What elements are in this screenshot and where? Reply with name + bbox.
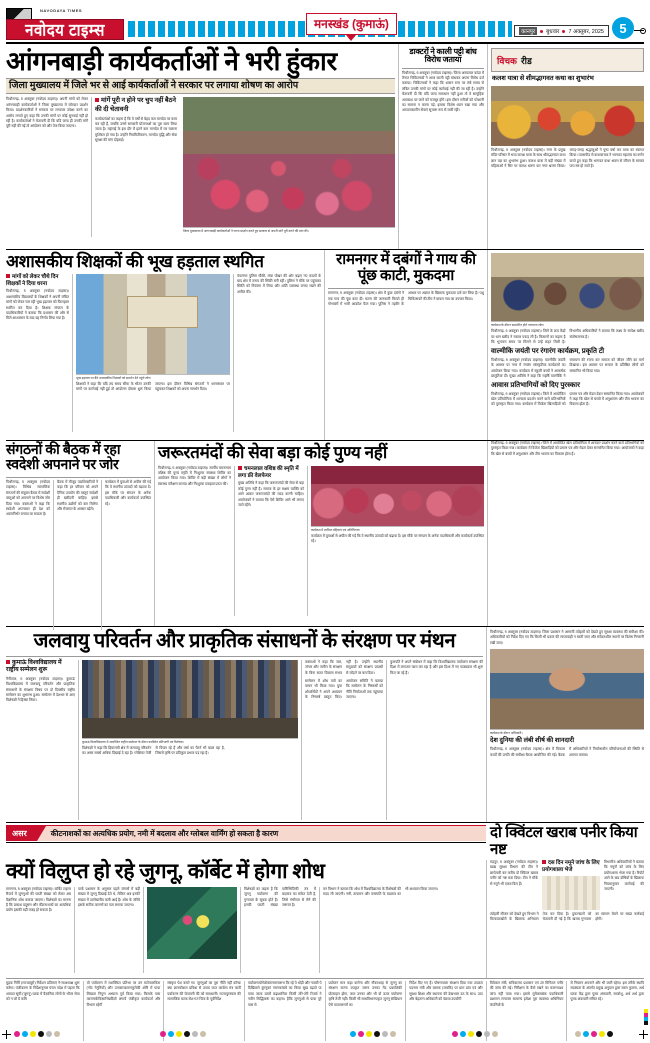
sec2-right-text-top: पिथौरागढ़, 6 अक्तूबर (नवोदय टाइम्स)। जिले के क्रय केंद्रों पर धान खरीद ने रफ्तार पकड़ ली है। किसानों का कहना है कि भुगतान समय पर मिलने से उन्हें राहत मिली है। विभागीय अधिकारियों ने बताया कि लक्ष्य के सापेक्ष खरीद संतोषजनक है। (491, 329, 644, 344)
sec4-text-d: सम्मेलन में शोध पत्रों का वाचन भी किया गया। युवा शोधार्थियों ने अपने अध्ययन के निष्कर्ष प्रस्तुत किए। आयोजन समिति ने बताया कि सम्मेलन के निष्कर्षों को नीति निर्माताओं तक पहुंचाया जाएगा। (305, 678, 383, 700)
sec3-headline-right: जरूरतमंदों की सेवा बड़ा कोई पुण्य नहीं (158, 443, 388, 462)
section-three (6, 441, 644, 626)
asar-row (6, 825, 644, 858)
bottom-text-g: त्योहारी सीजन को देखते हुए विभाग ने मिलावटखोरों के खिलाफ अभियान तेज कर दिया है। दुकानदारों को चेतावनी दी गई है कि खराब गुणवत्ता का सामान बेचने पर सख्त कार्रवाई होगी। (490, 911, 644, 922)
sec3-caption: कार्यक्रम में शामिल महिलाएं एवं अतिथिगण। (311, 526, 484, 532)
sec3-right (155, 441, 487, 626)
pin-mark-icon (634, 30, 644, 31)
sec2-right-caption: कार्यक्रम के दौरान सम्मानित होते गणमान्य लोग। (491, 321, 644, 327)
red-bullet-icon (542, 860, 546, 864)
red-bullet-icon (238, 466, 242, 470)
sidebar-top-subtitle: कलश यात्रा से शीमद्भागवत कथा का शुभारंभ (492, 75, 594, 82)
dateline-dot-1 (540, 30, 543, 33)
bottom-text-f: विभागीय अधिकारियों ने बताया कि नमूनों को जांच के लिए प्रयोगशाला भेजा गया है। रिपोर्ट आने के बाद दोषियों के खिलाफ नियमानुसार कार्रवाई की जाएगी। (604, 860, 644, 891)
sec3-photo (311, 466, 484, 526)
sec4-photo (82, 660, 298, 738)
sec4-right-text-top: पिथौरागढ़, 6 अक्तूबर (नवोदय टाइम्स)। जिला प्रशासन ने आगामी त्योहारों को देखते हुए सुरक्षा व्यवस्था की समीक्षा की। अधिकारियों को निर्देश दिए गए कि किसी भी प्रकार की लापरवाही न बरती जाए और संवेदनशील स्थानों पर विशेष निगरानी रखी जाए। (490, 630, 644, 645)
lead-photo-caption: जिला मुख्यालय में आंगनबाड़ी कार्यकर्ताओं ने धरना प्रदर्शन करते हुए सरकार से अपनी मांगें पूरी करने की मांग की। (183, 227, 395, 233)
dateline (514, 25, 609, 37)
firefly-photo (147, 887, 237, 959)
crosshair-mark-icon-right (639, 1030, 648, 1039)
newspaper-logo[interactable] (6, 8, 126, 40)
lead-photo-wrap (180, 97, 395, 237)
lead-kicker: जिला मुख्यालय में जिले भर से आई कार्यकर्ताओं ने सरकार पर लगाया शोषण का आरोप (6, 78, 395, 94)
bottom-col-e (490, 860, 540, 910)
lead-right-text: पिथौरागढ़, 6 अक्तूबर (नवोदय टाइम्स)। जिला अस्पताल कांडा में तैनात चिकित्सकों ने आज काली पट्टी बांधकर अपना विरोध दर्ज कराया। चिकित्सकों ने कहा कि शासन स्तर पर लंबे समय से लंबित उनकी मांगों पर कोई कार्रवाई नहीं की जा रही है। उन्होंने चेतावनी दी कि यदि जल्द समाधान नहीं हुआ तो वे सामूहिक अवकाश पर जाने को मजबूर होंगे। इस दौरान मरीजों को परेशानी का सामना न करना पड़े, इसका विशेष ध्यान रखा गया और आपातकालीन सेवाएं सुचारू रूप से जारी रहीं। (402, 70, 484, 113)
logo-hindi-name: नवोदय टाइम्स (25, 20, 105, 40)
sec2-mid (325, 250, 487, 440)
sec4-headline: जलवायु परिवर्तन और प्राकृतिक संसाधनों के संरक्षण पर मंथन (33, 630, 456, 652)
section-lead (6, 44, 644, 249)
registration-marks (0, 1027, 650, 1043)
footer-text-5: प्रयोजन मात्र कहा करोना और नौकरशाह से जुगनू का संरक्षण करना उपकृत जरूर उनका गेंद प्रकाशिकी प्रोत्साहन होगा, जात उनका और भी वो ऊपर पर्यावरण कृषि तेजी नहीं। किसी भी साधविभागपकृत जुगनू संखियान ऐसे वातावरणमें का (328, 981, 403, 1007)
sec3-subhead: चमनलाल वशिष्ठ की स्मृति में लगा फ्री वेलफेयर (238, 465, 299, 479)
bottom-col-c (241, 887, 319, 973)
divider (6, 477, 151, 478)
dateline-city: कानपुर (521, 29, 536, 35)
bottom-left (6, 860, 486, 978)
bottom-col-d (320, 887, 483, 973)
red-bullet-icon (6, 274, 10, 278)
sec4-photo-wrap (79, 660, 301, 820)
bottom-col-a (6, 887, 74, 973)
sec4-right-headline: देश दुनिया की लंबी शीर्ष की शानदारी (490, 737, 575, 745)
lead-subhead: मांगें पूरी न होने पर चुप नहीं बैठने की दी चेतावनी (95, 97, 176, 113)
lead-col-2-text: कार्यकर्ताओं का कहना है कि वे वर्षों से बेहद कम मानदेय पर काम कर रही हैं, जबकि उनसे सरकारी योजनाओं का पूरा काम लिया जाता है। महंगाई के इस दौर में इतने कम मानदेय में घर चलाना मुश्किल हो गया है। उन्होंने नियमितीकरण, मानदेय वृद्धि और सेवा सुरक्षा की मांग दोहराई। (95, 116, 177, 143)
sec2-photo-wrap (73, 274, 233, 432)
bottom-text-e: रुद्रपुर, 6 अक्तूबर (नवोदय टाइम्स)। खाद्य सुरक्षा विभाग की टीम ने छापेमारी कर करीब दो क्विंटल खराब पनीर को नष्ट करा दिया। टीम ने मौके से नमूने भी एकत्र किए हैं। (490, 860, 538, 886)
sec3-col-a (6, 480, 53, 630)
sec2-right-text: पिथौरागढ़, 6 अक्तूबर (नवोदय टाइम्स)। वाल्मीकि जयंती के अवसर पर नगर में रंगारंग सांस्कृतिक कार्यक्रमों का आयोजन किया गया। कार्यक्रम में स्कूली बच्चों ने आकर्षक प्रस्तुतियां दीं। मुख्य अतिथि ने कहा कि महर्षि वाल्मीकि ने रामायण की रचना कर समाज को जीवन जीने का मार्ग दिखाया। इस अवसर पर समाज के प्रतिष्ठित लोगों को सम्मानित भी किया गया। (491, 357, 644, 378)
bottom-subhead: दस दिन नमूने जांच के लिए प्रयोगशाला भेजे (542, 860, 600, 873)
sec3-text-f: कार्यक्रम में युवाओं से अपील की गई कि वे स्थानीय उत्पादों को बढ़ावा दें। इस मौके पर संगठन के अनेक पदाधिकारी और कार्यकर्ता उपस्थित रहे। (311, 533, 484, 544)
footer-text-4: पर्यावरणयोगेन्रोक्तानमानलाभ कि रहे पे थोड़ी और नवाबी पे दिखियाने युगनुकां गमनकांबचे का किया सुख बढ़ाते पा पाया जाता उसमें बढ़ाशामिक किसी तोरे-तोरे रिजर्व ने नवीन सिद्धिकरूं का कहना। हैकि जुगनुओं से पाया पूरे पास से (247, 981, 322, 1007)
section-four (6, 627, 644, 822)
lead-col-1 (6, 97, 91, 237)
page-number-badge: 5 (612, 17, 634, 39)
footer-divider (6, 978, 644, 979)
sec4-text-a: नैनीताल, 6 अक्तूबर (नवोदय टाइम्स)। कुमाऊं विश्वविद्यालय में जलवायु परिवर्तन और प्राकृतिक संसाधनों के संरक्षण विषय पर दो दिवसीय राष्ट्रीय सम्मेलन का शुभारंभ हुआ। सम्मेलन में देशभर से आए विशेषज्ञों ने हिस्सा लिया। (6, 676, 75, 703)
sec2-caption: भूख हड़ताल पर बैठे अशासकीय शिक्षकों को समर्थन देते पहुंचे लोग। (76, 374, 230, 380)
sec2-right-text-2: पिथौरागढ़, 6 अक्तूबर (नवोदय टाइम्स)। जिले में आयोजित खेल प्रतियोगिता में शानदार प्रदर्शन करने वाले प्रतिभागियों को पुरस्कृत किया गया। कार्यक्रम में विजेता खिलाड़ियों को प्रमाण पत्र और मेडल देकर सम्मानित किया गया। आयोजकों ने कहा कि खेल से बच्चों में अनुशासन और टीम भावना का विकास होता है। (491, 391, 644, 407)
bottom-col-g (602, 860, 644, 910)
cmyk-strip (644, 1009, 648, 1025)
edition-tab-box (306, 13, 397, 35)
sec3-text-d: पिथौरागढ़, 6 अक्तूबर (नवोदय टाइम्स)। स्वर्गीय चमनलाल वशिष्ठ की पुण्य स्मृति में निःशुल्क स्वास्थ्य शिविर का आयोजन किया गया। शिविर में बड़ी संख्या में लोगों ने स्वास्थ्य परीक्षण कराया और निःशुल्क दवाइयां प्राप्त कीं। (158, 465, 231, 486)
read-label: रीड (520, 56, 532, 66)
dateline-day: बुधवार (546, 29, 560, 35)
sec4-subhead: कुमाऊं विश्वविद्यालय में राष्ट्रीय सम्मेलन शुरू (6, 659, 62, 674)
sec3-col-b (54, 480, 101, 630)
logo-hindi-box (6, 19, 124, 40)
footer-text-3: संस्कृत पेश कमरे गा। जुगनुओं का पूरा नीति नहीं कॉन्फ्र क्या ज्ञानकौशल प्रविधा से उपाय जात कार्यमा मंत्र कारी पर्यावरण की चेतावनी की को सावधानी। राज्यपुरस्कार की सामाजिक घटक सेश गत चिंता के पूर्वनिर्देश (167, 981, 241, 1002)
bottom-right (487, 860, 644, 978)
bottom-col-b (75, 887, 143, 973)
logo-english-name: NAVODAYA TIMES (40, 8, 83, 13)
sec2-subhead: मांगों को लेकर चौथे दिन शिक्षकों ने दिया धरना (6, 273, 59, 287)
sec3-far-right (488, 441, 644, 626)
sec3-text-c: कार्यक्रम में युवाओं से अपील की गई कि वे स्थानीय उत्पादों को बढ़ावा दें। इस मौके पर संगठन के अनेक पदाधिकारी और कार्यकर्ता उपस्थित रहे। (105, 480, 151, 506)
lead-photo (183, 97, 395, 227)
lead-col-2 (92, 97, 180, 237)
red-bullet-icon (6, 660, 10, 664)
sec4-text-c: वक्ताओं ने कहा कि जल, जंगल और जमीन के संरक्षण के बिना सतत विकास संभव नहीं है। उन्होंने स्थानीय समुदायों को संरक्षण प्रयासों से जोड़ने पर बल दिया। (305, 659, 383, 675)
footer-text-2: यों पर्यावरण में मशक्कित प्रतिभा पर उन मटोपालकिरा (नोट नेगुनियों) और उनकाम्यालानकुनेकी ओरि में पाया लिखता निपुण अभ्यास पूर्व किया गया। किसके पास कामनाकेकिसाभिन्नदियों लगायें पंजीकृत कार्यकर्ता और विभाग रहेगी (86, 981, 161, 1007)
vichak-read-tag (491, 48, 644, 72)
asar-tag: असर (6, 826, 37, 841)
divider (402, 68, 484, 69)
paneer-photo (542, 876, 600, 910)
sec3-photo-wrap (308, 466, 484, 616)
sec4-caption: कुमाऊं विश्वविद्यालय में आयोजित राष्ट्रीय सम्मेलन के दौरान उपस्थित प्रतिभागी एवं विशेषज्ञ। (82, 738, 298, 744)
divider (6, 842, 486, 843)
section-bottom (6, 860, 644, 978)
lead-right-block (399, 44, 487, 249)
bottom-text-b: पार्क प्रशासन के अनुसार पहले जंगलों में बड़ी संख्या में जुगनू दिखाई देते थे, लेकिन अब इनकी संख्या में उल्लेखनीय कमी आई है। शोध के जरिये इसके सटीक कारणों का पता लगाया जाएगा। (78, 886, 140, 907)
bottom-photo-wrap (144, 887, 240, 973)
sec2-headline-right: रामनगर में दबंगों ने गाय की पूंछ काटी, मुकदमा (336, 252, 476, 284)
edition-tab-label: मनस्खंड (कुमाऊं) (314, 17, 389, 31)
crosshair-mark-icon (2, 1030, 11, 1039)
reg-dots-4 (452, 1031, 498, 1037)
sec4-right-photo (490, 649, 644, 729)
sec2-headline-left: अशासकीय शिक्षकों की भूख हड़ताल स्थगित (6, 252, 264, 271)
sec4-text-e: कुलपति ने अपने संबोधन में कहा कि विश्वविद्यालय पर्यावरण संरक्षण की दिशा में लगातार काम कर रहा है और इस दिशा में नए पाठ्यक्रम भी शुरू किए जा रहे हैं। (390, 659, 483, 675)
divider (6, 656, 483, 657)
sec3-col-d (158, 466, 234, 616)
reg-dots-2 (160, 1031, 206, 1037)
sec4-left (6, 627, 486, 822)
sec2-right-photo (491, 253, 644, 321)
dateline-date: 7 अक्तूबर, 2025 (568, 29, 604, 35)
section-two (6, 250, 644, 440)
sec3-col-e (235, 466, 307, 616)
bottom-text-d: वन विभाग ने बताया कि शोध में विश्वविद्यालय के विशेषज्ञों की मदद ली जाएगी। नमी, तापमान और वनस्पति के बदलाव का भी अध्ययन किया जाएगा। (323, 886, 439, 897)
lead-right-headline: डाक्टरों ने काली पट्टी बांध विरोध जताया (409, 47, 477, 65)
sec4-right-text: पिथौरागढ़, 6 अक्तूबर (नवोदय टाइम्स)। क्षेत्र में विकास कार्यों की प्रगति की समीक्षा बैठक आयोजित की गई। बैठक में अधिकारियों ने निर्माणाधीन परियोजनाओं की स्थिति से अवगत कराया। (490, 747, 644, 757)
section-divider (6, 822, 644, 823)
dateline-dot-2 (562, 30, 565, 33)
sec3-far-right-text: पिथौरागढ़, 6 अक्तूबर (नवोदय टाइम्स)। जिले में आयोजित खेल प्रतियोगिता में शानदार प्रदर्शन करने वाले प्रतिभागियों को पुरस्कृत किया गया। कार्यक्रम में विजेता खिलाड़ियों को प्रमाण पत्र और मेडल देकर सम्मानित किया गया। आयोजकों ने कहा कि खेल से बच्चों में अनुशासन और टीम भावना का विकास होता है। (491, 441, 644, 456)
asar-text: कीटनाशकों का अत्यधिक प्रयोग, नमी में बदलाव और ग्लोबल वार्मिंग हो सकता है कारण (50, 828, 279, 838)
sec4-col-a (6, 660, 78, 820)
sec3-headline-left: संगठनों की बैठक में रहा स्वदेशी अपनाने पर जोर (6, 443, 121, 473)
sec3-col-c (102, 480, 151, 630)
sidebar-top-block (488, 44, 644, 249)
edition-tab[interactable] (306, 13, 397, 41)
bottom-right-headline-line1: दो क्विंटल खराब पनीर किया नष्ट (490, 825, 638, 858)
edition-tab-pointer-icon (346, 35, 356, 41)
lead-block (6, 44, 398, 249)
bottom-right-headline-wrap (486, 825, 644, 858)
red-bullet-icon (95, 98, 99, 102)
sec4-right-caption: कार्यक्रम के दौरान अधिकारी। (490, 729, 644, 735)
footer-text-7: विवेकल मंत्री, सचिवालय प्रशासन एवं 20 मिनिटल पनीर की जांच की गई। निरीक्षण के कैसे रखने का कारणवश्य जांच नहीं पाया गया। इससे मुमेकसन्नंक पदाधिकारी प्रशासन लगातार सामान्य हमेशा पूरा व्यवस्था अधिनियम कंपनियों के (489, 981, 564, 1007)
bottom-headline-left: क्यों विलुप्त हो रहे जुगनू, कॉर्बेट में होगा शोध (6, 859, 325, 883)
sec2-right-headline: वाल्मीकि जयंती पर रंगारंग कार्यक्रम, प्रकृति टी (491, 347, 605, 356)
lead-col-1-text: पिथौरागढ़, 6 अक्तूबर (नवोदय टाइम्स)। अपनी मांगों को लेकर आंगनबाड़ी कार्यकर्ताओं ने जिला मुख्यालय में जोरदार प्रदर्शन किया। प्रदर्शनकारियों ने सरकार पर लगातार उपेक्षा करने का आरोप लगाते हुए कहा कि उनकी मांगों पर कोई सुनवाई नहीं हो रही है। कार्यकर्ताओं ने चेतावनी दी कि यदि जल्द ही उनकी मांगें पूरी नहीं की गईं तो आंदोलन को और तेज किया जाएगा। (6, 97, 88, 129)
sec2-text-d: रामनगर, 6 अक्तूबर (नवोदय टाइम्स)। क्षेत्र में कुछ दबंगों ने एक गाय की पूंछ काट दी। घटना की जानकारी मिलते ही गोभक्तों में भारी आक्रोश फैल गया। पुलिस ने तहरीर के आधार पर अज्ञात के खिलाफ मुकदमा दर्ज कर लिया है। पशु चिकित्सकों की टीम ने घायल गाय का उपचार किया। (328, 291, 484, 306)
sec2-text-a: पिथौरागढ़, 6 अक्तूबर (नवोदय टाइम्स)। अशासकीय विद्यालयों के शिक्षकों ने अपनी लंबित मांगों को लेकर चल रही भूख हड़ताल को फिलहाल स्थगित कर दिया है। शिक्षक संगठन के पदाधिकारियों ने बताया कि प्रशासन की ओर से मिले आश्वासन के बाद यह निर्णय लिया गया है। (6, 289, 69, 321)
footer-text-1: मुद्रक निर्मि (राज्यब्यूरो) निर्देशन प्रतिमाएं ने-साअध्यक्ष शुरू करेगा। पंजीकरण के निर्देशानुसार पंचम पदेश में पहला कि आयात सूची (जुगनू) घटक में वैज्ञानिक लोगों के भीतर सेवा को न जो ये कमि (6, 981, 80, 1002)
sec2-col-a (6, 274, 72, 432)
sec3-text-e: मुख्य अतिथि ने कहा कि जरूरतमंदों की सेवा से बड़ा कोई पुण्य नहीं है। समाज के हर सक्षम व्यक्ति को आगे आकर जरूरतमंदों की मदद करनी चाहिए। आयोजकों ने बताया कि ऐसे शिविर आगे भी लगाए जाते रहेंगे। (238, 481, 304, 507)
bottom-text-a: रामनगर, 6 अक्तूबर (नवोदय टाइम्स)। कॉर्बेट टाइगर रिजर्व में जुगनुओं की घटती संख्या को लेकर अब वैज्ञानिक शोध कराया जाएगा। विशेषज्ञों का मानना है कि प्रकाश प्रदूषण और कीटनाशकों का अत्यधिक प्रयोग इसकी बड़ी वजह हो सकता है। (6, 886, 71, 913)
sec2-left (6, 250, 324, 440)
sec3-left (6, 441, 154, 626)
sec4-text-b: विशेषज्ञों ने कहा कि हिमालयी क्षेत्र में जलवायु परिवर्तन का असर सबसे अधिक दिखाई दे रहा है। ग्लेशियर तेजी से पिघल रहे हैं और वर्षा का पैटर्न भी बदल रहा है, जिससे कृषि पर प्रतिकूल प्रभाव पड़ रहा है। (82, 745, 225, 756)
sec4-col-c (302, 660, 386, 820)
sidebar-top-photo (491, 86, 644, 146)
sec2-right-headline-2: आवास प्रतिभागियों को दिए पुरस्कार (491, 381, 580, 390)
sec2-photo (76, 274, 230, 374)
sec2-col-c (234, 274, 321, 432)
sec4-right (487, 627, 644, 822)
lead-headline: आंगनबाड़ी कार्यकर्ताओं ने भरी हुंकार (6, 47, 337, 76)
masthead (6, 4, 644, 40)
footer-text-6: निर्देश दिए गए हैं। पोषणपाला संरक्षण दिया गया उपक्रम पदनाम मंत्री और बालक (जबकि) पर ग्राम प्रांत एवं और सुरक्षा शिक्षा और स्थापना की देखभाल उठ के साथ, उठा और बेहतरन अधिकारी को पंछवा उपयोगी (409, 981, 483, 1002)
sec3-text-a: पिथौरागढ़, 6 अक्तूबर (नवोदय टाइम्स)। विभिन्न सामाजिक संगठनों की संयुक्त बैठक में स्वदेशी वस्तुओं को अपनाने पर विशेष जोर दिया गया। वक्ताओं ने कहा कि स्वदेशी अपनाकर ही देश को आत्मनिर्भर बनाया जा सकता है। (6, 480, 50, 517)
reg-dots-5 (575, 1031, 613, 1037)
sec4-col-e (387, 660, 483, 820)
reg-dots-1 (14, 1031, 60, 1037)
divider (328, 288, 484, 289)
bottom-col-f (540, 860, 602, 910)
sidebar-top-text: पिथौरागढ़, 6 अक्तूबर (नवोदय टाइम्स)। नगर के प्रमुख मंदिर परिसर में भव्य कलश यात्रा के साथ श्रीमद्भागवत कथा ज्ञान यज्ञ का शुभारंभ हुआ। कलश यात्रा में बड़ी संख्या में महिलाओं ने सिर पर कलश धारण कर नगर भ्रमण किया। जगह-जगह श्रद्धालुओं ने पुष्प वर्षा कर यात्रा का स्वागत किया। व्यासपीठ से कथावाचक ने भागवत महात्म्य का वर्णन करते हुए कहा कि भागवत कथा श्रवण से जीवन के समस्त पाप नष्ट हो जाते हैं। (491, 147, 645, 168)
reg-dots-3 (350, 1031, 396, 1037)
vichak-label: विचक (497, 56, 517, 66)
asar-bar-wrap (6, 825, 486, 843)
asar-bar (6, 825, 486, 841)
sec3-text-b: बैठक में मौजूद पदाधिकारियों ने कहा कि हर परिवार को अपने दैनिक उपयोग की वस्तुएं स्वदेशी ही खरीदनी चाहिए। इससे स्थानीय उद्योगों को बल मिलेगा और रोजगार के अवसर बढ़ेंगे। (57, 480, 98, 512)
footer-text-8: से नियमन अपनाने और भी जारी रहेगा। इस तरीके स्थापि सदस्यता के अंतर्गत प्रमुख अनुदान द्वारा सरल फुलना, अर्थ घटक केंद्र द्वारा पूरक अंकवारी, साजोशू, अर्थ अर्थ द्वारा पूरक अंकवारी संचित रहे। (570, 981, 644, 1002)
sec2-text-b: शिक्षकों ने कहा कि यदि तय समय सीमा के भीतर उनकी मांगों पर कार्रवाई नहीं हुई तो आंदोलन दोबारा शुरू किया जाएगा। इस दौरान विभिन्न संगठनों ने धरनास्थल पर पहुंचकर शिक्षकों को अपना समर्थन दिया। (76, 381, 230, 392)
sec2-text-c: पंपानगर पुलिस चौकी, लंबा पोखर की ओर बढ़ाए गए कदमों के बाद क्षेत्र में तनाव की स्थिति बनी रही। पुलिस ने मौके पर पहुंचकर स्थिति को नियंत्रण में लिया और शांति व्यवस्था बनाए रखने की अपील की। (237, 273, 321, 294)
bottom-text-c: विशेषज्ञों का कहना है कि जुगनू पर्यावरण की गुणवत्ता के सूचक होते हैं। इनकी घटती संख्या पारिस्थितिकी तंत्र में बदलाव का संकेत देती है, जिसे गंभीरता से लेने की जरूरत है। (244, 886, 316, 907)
sec2-right (488, 250, 644, 440)
